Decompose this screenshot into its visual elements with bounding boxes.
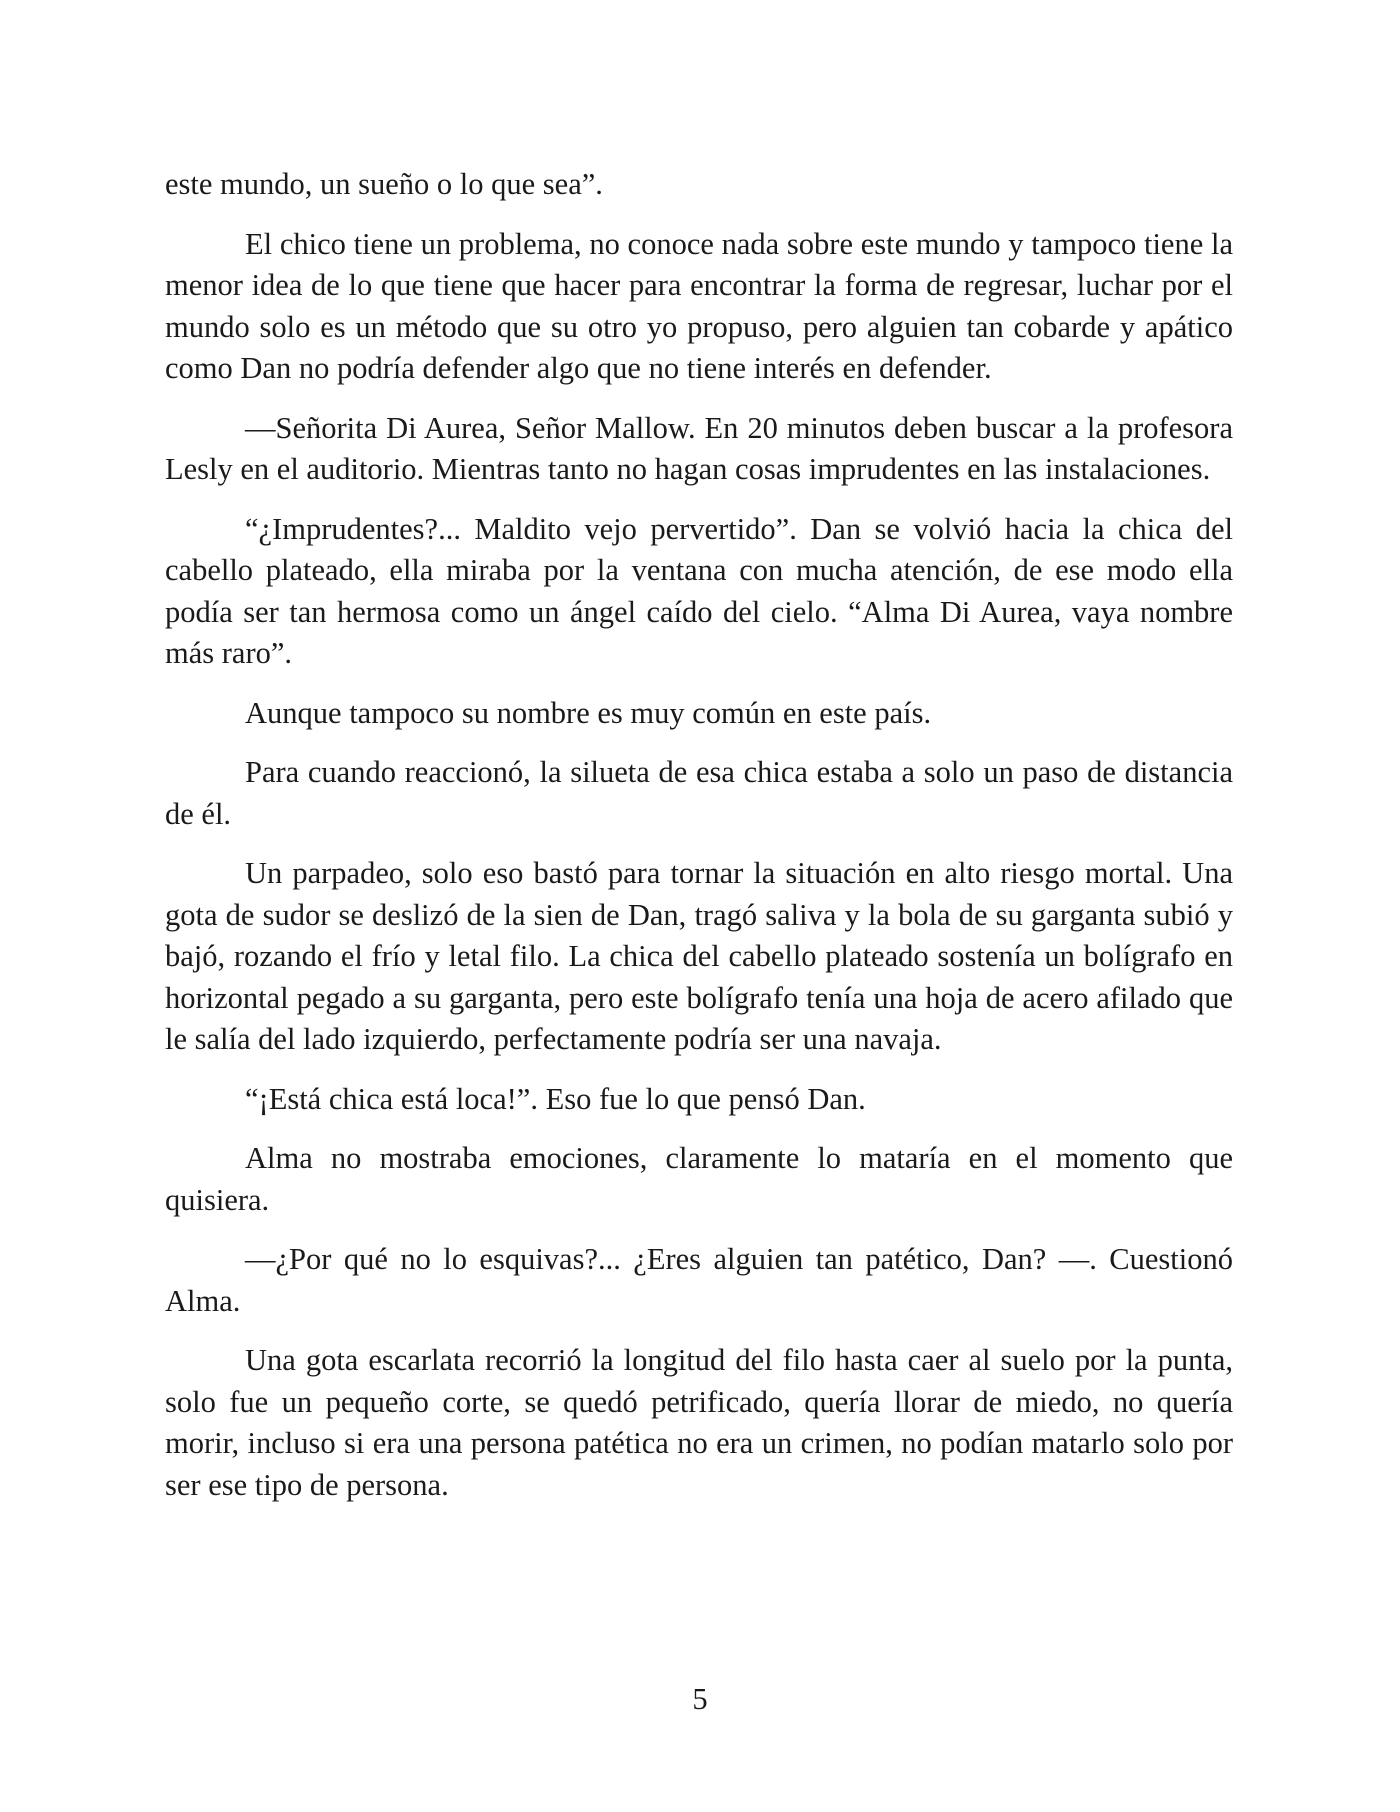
paragraph: este mundo, un sueño o lo que sea”.	[165, 167, 603, 201]
paragraph: “¡Está chica está loca!”. Eso fue lo que pensó Dan.	[245, 1081, 866, 1116]
paragraph: —Señorita Di Aurea, Señor Mallow. En 20 minutos deben buscar a la profesora Lesly en el auditorio. Mientras tanto no hagan cosas imprudentes en las instalaciones.	[165, 410, 1233, 486]
paragraph: El chico tiene un problema, no conoce nada sobre este mundo y tampoco tiene la menor idea de lo que tiene que hacer para encontrar la forma de regresar, luchar por el mundo solo es un método que su otro yo propuso, pero alguien tan cobarde y apático como Dan no podría defender algo que no tiene interés en defender.	[165, 226, 1233, 385]
page-number: 5	[692, 1682, 708, 1716]
paragraph: —¿Por qué no lo esquivas?... ¿Eres alguien tan patético, Dan? —. Cuestionó Alma.	[165, 1242, 1233, 1318]
paragraph: Una gota escarlata recorrió la longitud del filo hasta caer al suelo por la punta, solo fue un pequeño corte, se quedó petrificado, quería llorar de miedo, no quería morir, incluso si era una persona patética no era un crimen, no podían matarlo solo por ser ese tipo de persona.	[165, 1343, 1233, 1502]
body-text	[165, 164, 1233, 1524]
paragraph: “¿Imprudentes?... Maldito vejo pervertido”. Dan se volvió hacia la chica del cabello plateado, ella miraba por la ventana con mucha atención, de ese modo ella podía ser tan hermosa como un ángel caído del cielo. “Alma Di Aurea, vaya nombre más raro”.	[165, 511, 1233, 670]
paragraph: Alma no mostraba emociones, claramente lo mataría en el momento que quisiera.	[165, 1141, 1233, 1217]
paragraph: Un parpadeo, solo eso bastó para tornar la situación en alto riesgo mortal. Una gota de sudor se deslizó de la sien de Dan, tragó saliva y la bola de su garganta subió y bajó, rozando el frío y letal filo. La chica del cabello plateado sostenía un bolígrafo en horizontal pegado a su garganta, pero este bolígrafo tenía una hoja de acero afilado que le salía del lado izquierdo, perfectamente podría ser una navaja.	[165, 856, 1233, 1056]
paragraph: Para cuando reaccionó, la silueta de esa chica estaba a solo un paso de distancia de él.	[165, 755, 1233, 831]
paragraph: Aunque tampoco su nombre es muy común en este país.	[245, 695, 932, 730]
